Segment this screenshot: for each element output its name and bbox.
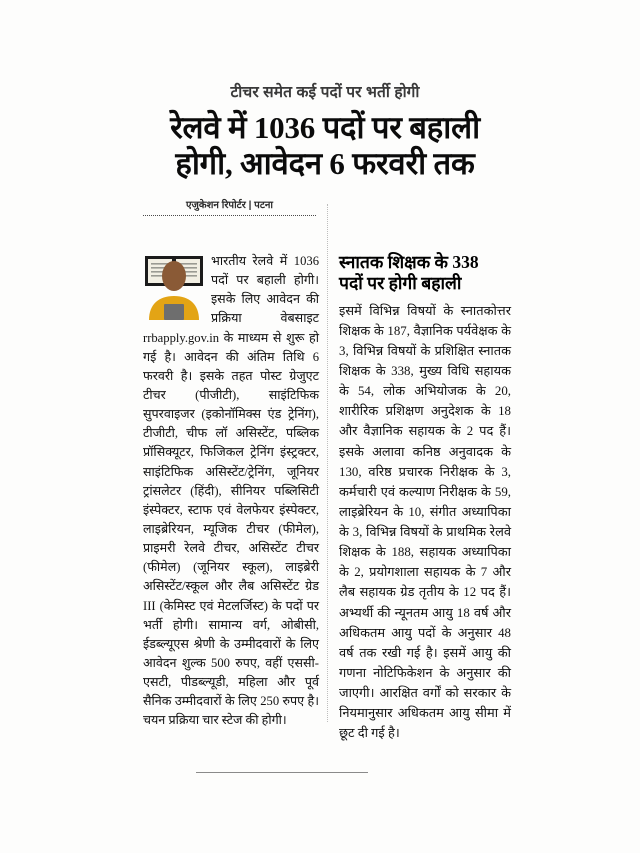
left-column-paragraph: भारतीय रेलवे में 1036 पदों पर बहाली होगी। इसके लिए आवेदन की प्रक्रिया वेबसाइट rrbapply.gov.in के माध्यम से शुरू हो गई है। आवेदन की अंतिम तिथि 6 फरवरी है। इसके तहत पोस्ट ग्रेजुएट टीचर (पीजीटी), साइंटिफिक सुपरवाइजर (इकोनॉमिक्स एंड ट्रेनिंग), टीजीटी, चीफ लॉ असिस्टेंट, पब्लिक प्रॉसिक्यूटर, फिजिकल ट्रेनिंग इंस्ट्रक्टर, साइंटिफिक असिस्टेंट/ट्रेनिंग, जूनियर ट्रांसलेटर (हिंदी), सीनियर पब्लिसिटी इंस्पेक्टर, स्टाफ एवं वेलफेयर इंस्पेक्टर, लाइब्रेरियन, म्यूजिक टीचर (फीमेल), प्राइमरी रेलवे टीचर, असिस्टेंट टीचर (फीमेल) (जूनियर स्कूल), लाइब्रेरी असिस्टेंट/स्कूल और लैब असिस्टेंट ग्रेड III (केमिस्ट एवं मेटलर्जिस्ट) के पदों पर भर्ती होगी। सामान्य वर्ग, ओबीसी, ईडब्ल्यूएस श्रेणी के उम्मीदवारों के लिए आवेदन शुल्क 500 रुपए, वहीं एससी-एसटी, पीडब्ल्यूडी, महिला और पूर्व सैनिक उम्मीदवारों के लिए 250 रुपए है। चयन प्रक्रिया चार स्टेज की होगी। <box>143 254 319 728</box>
article-headline <box>143 108 507 183</box>
column-divider <box>327 204 328 722</box>
headline-line-2: होगी, आवेदन 6 फरवरी तक <box>175 146 475 182</box>
right-column-paragraph: इसमें विभिन्न विषयों के स्नातकोत्तर शिक्षक के 187, वैज्ञानिक पर्यवेक्षक के 3, विभिन्न विषयों के प्रशिक्षित स्नातक शिक्षक के 338, मुख्य विधि सहायक के 54, लोक अभियोजक के 20, शारीरिक प्रशिक्षण अनुदेशक के 18 और वैज्ञानिक सहायक के 2 पद हैं। इसके अलावा कनिष्ठ अनुवादक के 130, वरिष्ठ प्रचारक निरीक्षक के 3, कर्मचारी एवं कल्याण निरीक्षक के 59, लाइब्रेरियन के 10, संगीत अध्यापिका के 3, विभिन्न विषयों के प्राथमिक रेलवे शिक्षक के 188, सहायक अध्यापिका के 2, प्रयोगशाला सहायक के 7 और लैब सहायक ग्रेड तृतीय के 12 पद हैं। अभ्यर्थी की न्यूनतम आयु 18 वर्ष और अधिकतम आयु पदों के अनुसार 48 वर्ष तक रखी गई है। इसमें आयु की गणना नोटिफिकेशन के अनुसार की जाएगी। आरक्षित वर्गों को सरकार के नियमानुसार अधिकतम आयु सीमा में छूट दी गई है। <box>339 303 511 741</box>
byline-block <box>143 197 316 216</box>
left-column <box>143 252 319 731</box>
headline-line-1: रेलवे में 1036 पदों पर बहाली <box>170 109 480 145</box>
article-byline: एजुकेशन रिपोर्टर | पटना <box>185 199 274 211</box>
article-header <box>143 84 507 216</box>
bottom-divider <box>196 772 368 773</box>
right-column-subhead <box>339 252 511 295</box>
article-columns <box>143 252 511 772</box>
article-kicker: टीचर समेत कई पदों पर भर्ती होगी <box>230 84 420 101</box>
byline-divider <box>143 215 316 216</box>
subhead-line-1: स्नातक शिक्षक के 338 <box>339 252 479 272</box>
person-reading-book-icon <box>143 254 205 320</box>
left-column-text-wrapper <box>143 252 319 731</box>
subhead-line-2: पदों पर होगी बहाली <box>339 273 462 294</box>
right-column <box>339 252 511 743</box>
